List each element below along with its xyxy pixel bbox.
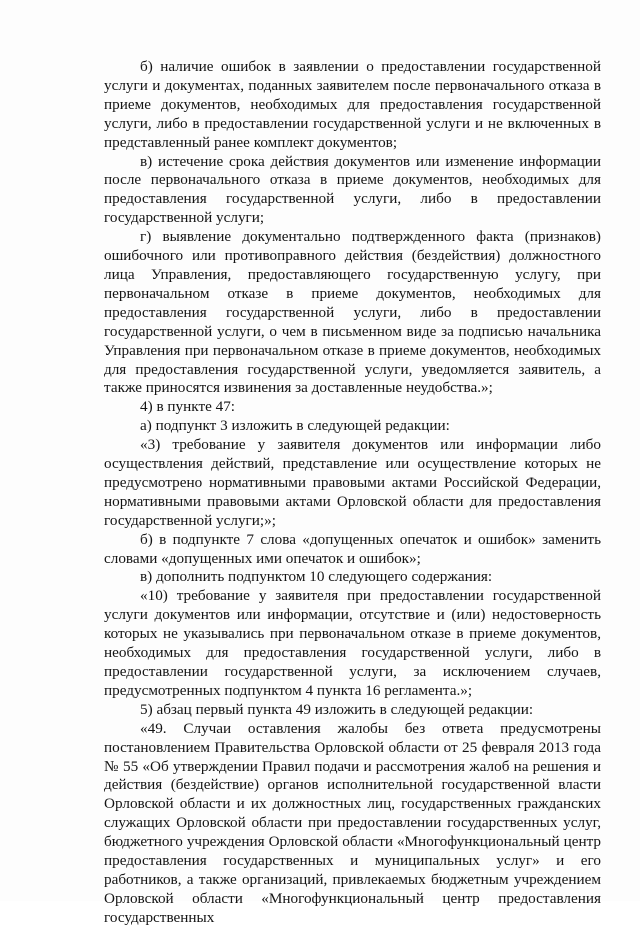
paragraph-v-expiry: в) истечение срока действия документов или изменение информации после первоначального отказа в приеме документов, необходимых для предоставления государственной услуги, либо в предоставлении государственной услуги; bbox=[104, 152, 601, 227]
paragraph-subitem-a: а) подпункт 3 изложить в следующей редакции: bbox=[140, 417, 450, 435]
paragraph-subitem-b: б) в подпункте 7 слова «допущенных опечаток и ошибок» заменить словами «допущенных ими опечаток и ошибок»; bbox=[104, 530, 601, 567]
paragraph-item-4: 4) в пункте 47: bbox=[140, 398, 236, 416]
paragraph-g-wrongful-action: г) выявление документально подтвержденного факта (признаков) ошибочного или противоправного действия (бездействия) должностного лица Управления, предоставляющего государственную услугу, при первоначальном отказе в приеме документов, необходимых для предоставления государственной услуги, либо в предоставлении государственной услуги, о чем в письменном виде за подписью начальника Управления при первоначальном отказе в приеме документов, необходимых для предоставления государственной услуги, уведомляется заявитель, а также приносятся извинения за доставленные неудобства.»; bbox=[104, 228, 601, 397]
paragraph-quote-49: «49. Случаи оставления жалобы без ответа предусмотрены постановлением Правительства Орловской области от 25 февраля 2013 года № 55 «Об утверждении Правил подачи и рассмотрения жалоб на решения и действия (бездействие) органов исполнительной государственной власти Орловской области и их должностных лиц, государственных гражданских служащих Орловской области при предоставлении государственных услуг, бюджетного учреждения Орловской области «Многофункциональный центр предоставления государственных и муниципальных услуг» и его работников, а также организаций, привлекаемых бюджетным учреждением Орловской области «Многофункциональный центр предоставления государственных bbox=[104, 719, 601, 926]
document-body bbox=[104, 58, 601, 928]
paragraph-quote-3: «3) требование у заявителя документов или информации либо осуществления действий, представление или осуществление которых не предусмотрено нормативными правовыми актами Российской Федерации, нормативными правовыми актами Орловской области для предоставления государственной услуги;»; bbox=[104, 436, 601, 529]
paragraph-item-5: 5) абзац первый пункта 49 изложить в следующей редакции: bbox=[140, 700, 534, 718]
paragraph-b-errors: б) наличие ошибок в заявлении о предоставлении государственной услуги и документах, поданных заявителем после первоначального отказа в приеме документов, необходимых для предоставления государственной услуги, либо в предоставлении государственной услуги и не включенных в представленный ранее комплект документов; bbox=[104, 58, 601, 151]
paragraph-quote-10: «10) требование у заявителя при предоставлении государственной услуги документов или информации, отсутствие и (или) недостоверность которых не указывались при первоначальном отказе в приеме документов, необходимых для предоставления государственной услуги, либо в предоставлении государственной услуги, за исключением случаев, предусмотренных подпунктом 4 пункта 16 регламента.»; bbox=[104, 587, 601, 699]
paragraph-subitem-v: в) дополнить подпунктом 10 следующего содержания: bbox=[140, 568, 493, 586]
